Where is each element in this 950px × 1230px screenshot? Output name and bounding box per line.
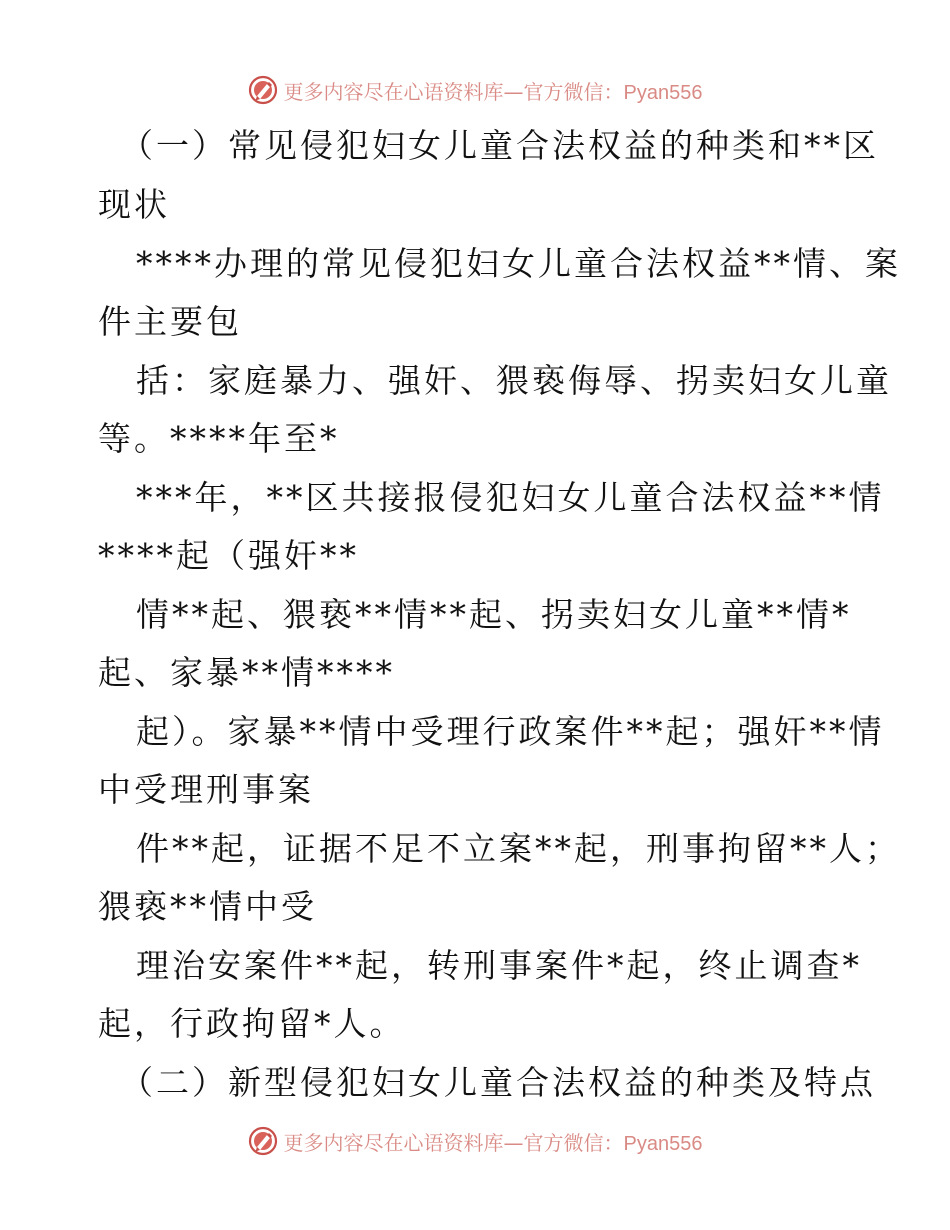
watermark-wechat-id: Pyan556	[623, 81, 703, 104]
pen-logo-icon	[248, 1126, 278, 1156]
paragraph-line: ****起（强奸**	[98, 536, 359, 575]
paragraph-line: 起）。家暴**情中受理行政案件**起；强奸**情	[136, 712, 885, 751]
heading-section-1-line-1: （一）常见侵犯妇女儿童合法权益的种类和**区	[120, 126, 879, 165]
watermark-text: 更多内容尽在心语资料库—官方微信：Pyan556	[283, 1130, 703, 1155]
paragraph-line: ****办理的常见侵犯妇女儿童合法权益**情、案	[136, 244, 901, 283]
watermark-wechat-id: Pyan556	[623, 1132, 703, 1155]
heading-section-1-line-2: 现状	[98, 185, 170, 224]
paragraph-line: 括：家庭暴力、强奸、猥亵侮辱、拐卖妇女儿童	[136, 361, 892, 400]
heading-section-2: （二）新型侵犯妇女儿童合法权益的种类及特点	[120, 1063, 876, 1102]
paragraph-line: 猥亵**情中受	[98, 887, 317, 926]
paragraph-line: 等。****年至*	[98, 419, 340, 458]
paragraph-line: 中受理刑事案	[98, 770, 314, 809]
paragraph-line: 件主要包	[98, 302, 242, 341]
paragraph-line: ***年，**区共接报侵犯妇女儿童合法权益**情	[136, 478, 885, 517]
paragraph-line: 理治安案件**起，转刑事案件*起，终止调查*	[136, 946, 862, 985]
paragraph-line: 起，行政拘留*人。	[98, 1004, 406, 1043]
paragraph-line: 情**起、猥亵**情**起、拐卖妇女儿童**情*	[136, 595, 852, 634]
footer-watermark	[0, 1121, 950, 1161]
paragraph-line: 起、家暴**情****	[98, 653, 395, 692]
watermark-text: 更多内容尽在心语资料库—官方微信：Pyan556	[283, 79, 703, 104]
paragraph-line: 件**起，证据不足不立案**起，刑事拘留**人；	[136, 829, 901, 868]
